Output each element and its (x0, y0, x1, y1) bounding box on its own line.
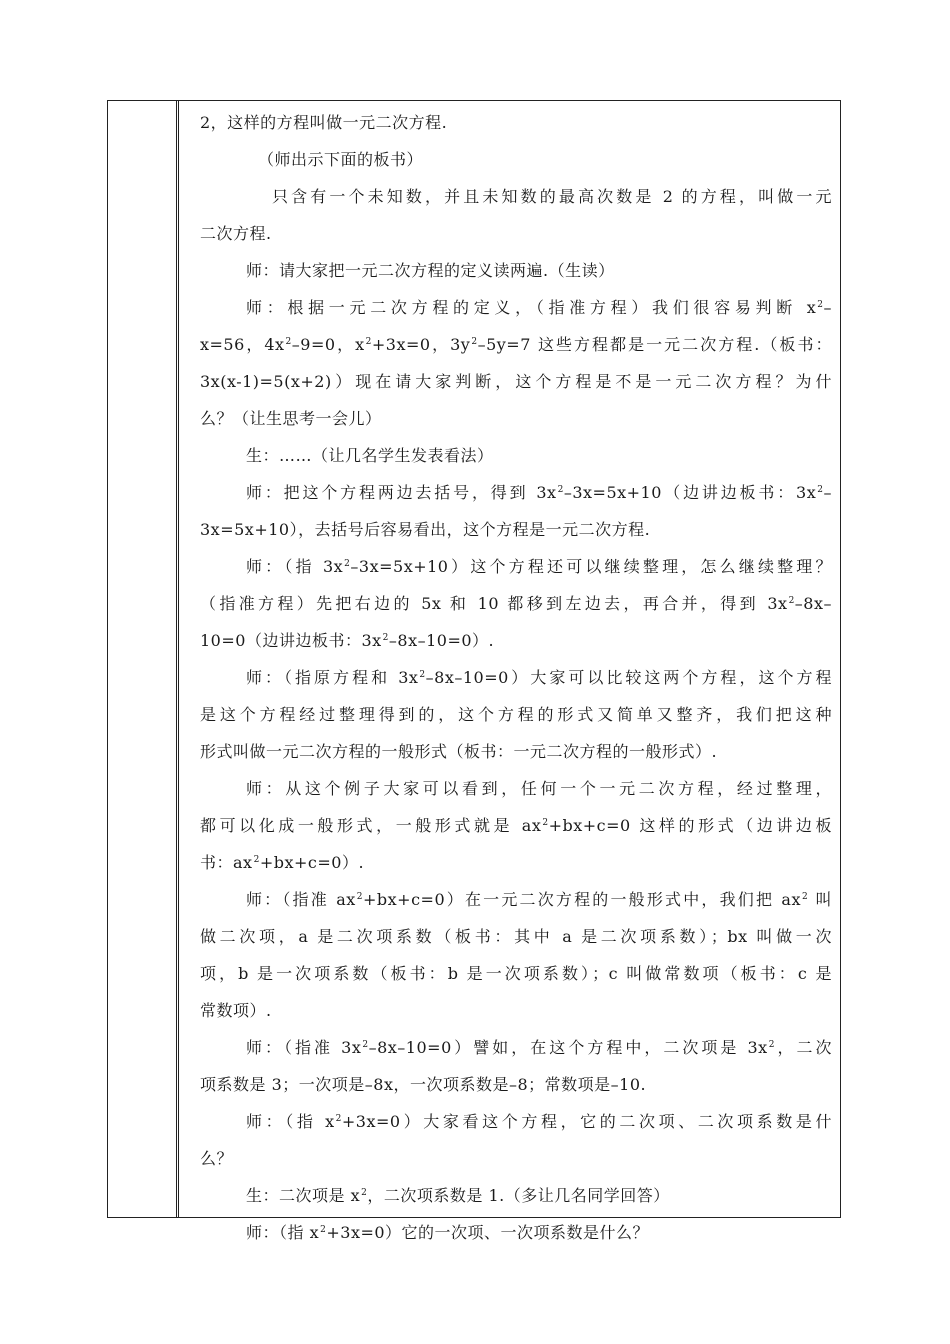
text-line: 师：把这个方程两边去括号，得到 $3x^2-3x=5x+10$（边讲边板书：$3x^2-$ (246, 483, 832, 502)
text-line: 师：（指准 $ax^2+bx+c=0$）在一元二次方程的一般形式中，我们把 $ax^2$ 叫 (246, 890, 832, 909)
text-line: 师：从这个例子大家可以看到，任何一个一元二次方程，经过整理， (246, 779, 832, 798)
text-line: 二次方程. (200, 224, 272, 243)
text-line: 项，b 是一次项系数（板书：b 是一次项系数）；c 叫做常数项（板书：c 是 (200, 964, 832, 983)
text-line: 形式叫做一元二次方程的一般形式（板书：一元二次方程的一般形式）. (200, 742, 718, 761)
column-divider-left (176, 101, 177, 1217)
text-line: （指准方程）先把右边的 5x 和 10 都移到左边去，再合并，得到 $3x^2-8x-$ (200, 594, 832, 613)
text-line: 师：根据一元二次方程的定义，（指准方程）我们很容易判断 $x^2-$ (246, 298, 832, 317)
text-line: 师：（指 $x^2+3x=0$）大家看这个方程，它的二次项、二次项系数是什 (246, 1112, 832, 1131)
text-line: 只含有一个未知数，并且未知数的最高次数是 2 的方程，叫做一元 (272, 187, 832, 206)
text-line: 常数项）. (200, 1001, 272, 1020)
text-line: 生：二次项是 $x^2$，二次项系数是 1.（多让几名同学回答） (246, 1186, 670, 1205)
text-line: 3x(x-1)=5(x+2)）现在请大家判断，这个方程是不是一元二次方程？为什 (200, 372, 832, 391)
text-line: 么？ (200, 1149, 234, 1168)
text-line: 师：请大家把一元二次方程的定义读两遍.（生读） (246, 261, 615, 280)
text-line: 3x=5x+10），去括号后容易看出，这个方程是一元二次方程. (200, 520, 651, 539)
text-line: 10=0（边讲边板书：$3x^2-8x-10=0$）. (200, 631, 495, 650)
text-line: 是这个方程经过整理得到的，这个方程的形式又简单又整齐，我们把这种 (200, 705, 832, 724)
text-line: 师：（指原方程和 $3x^2-8x-10=0$）大家可以比较这两个方程，这个方程 (246, 668, 832, 687)
text-line: 么？（让生思考一会儿） (200, 409, 382, 428)
text-line: 项系数是 3；一次项是–8x，一次项系数是–8；常数项是–10. (200, 1075, 647, 1094)
text-line: 都可以化成一般形式，一般形式就是 $ax^2+bx+c=0$ 这样的形式（边讲边板 (200, 816, 832, 835)
text-line: 生：……（让几名学生发表看法） (246, 446, 494, 465)
text-line: 书：$ax^2+bx+c=0$）. (200, 853, 365, 872)
text-line: x=56，$4x^2-9=0$，$x^2+3x=0$，$3y^2-5y=7$ 这些方程都是一元二次方程.（板书： (200, 335, 832, 354)
column-divider-right (178, 101, 179, 1217)
text-line: 做二次项，a 是二次项系数（板书：其中 a 是二次项系数）；bx 叫做一次 (200, 927, 832, 946)
text-line: （师出示下面的板书） (258, 150, 424, 169)
text-line: 师：（指 $x^2+3x=0$）它的一次项、一次项系数是什么？ (246, 1223, 650, 1242)
text-line: 师：（指准 $3x^2-8x-10=0$）譬如，在这个方程中，二次项是 $3x^2$，二次 (246, 1038, 832, 1057)
text-line: 师：（指 $3x^2-3x=5x+10$）这个方程还可以继续整理，怎么继续整理？ (246, 557, 832, 576)
text-line: 2，这样的方程叫做一元二次方程. (200, 113, 448, 132)
lesson-content (200, 104, 832, 1251)
